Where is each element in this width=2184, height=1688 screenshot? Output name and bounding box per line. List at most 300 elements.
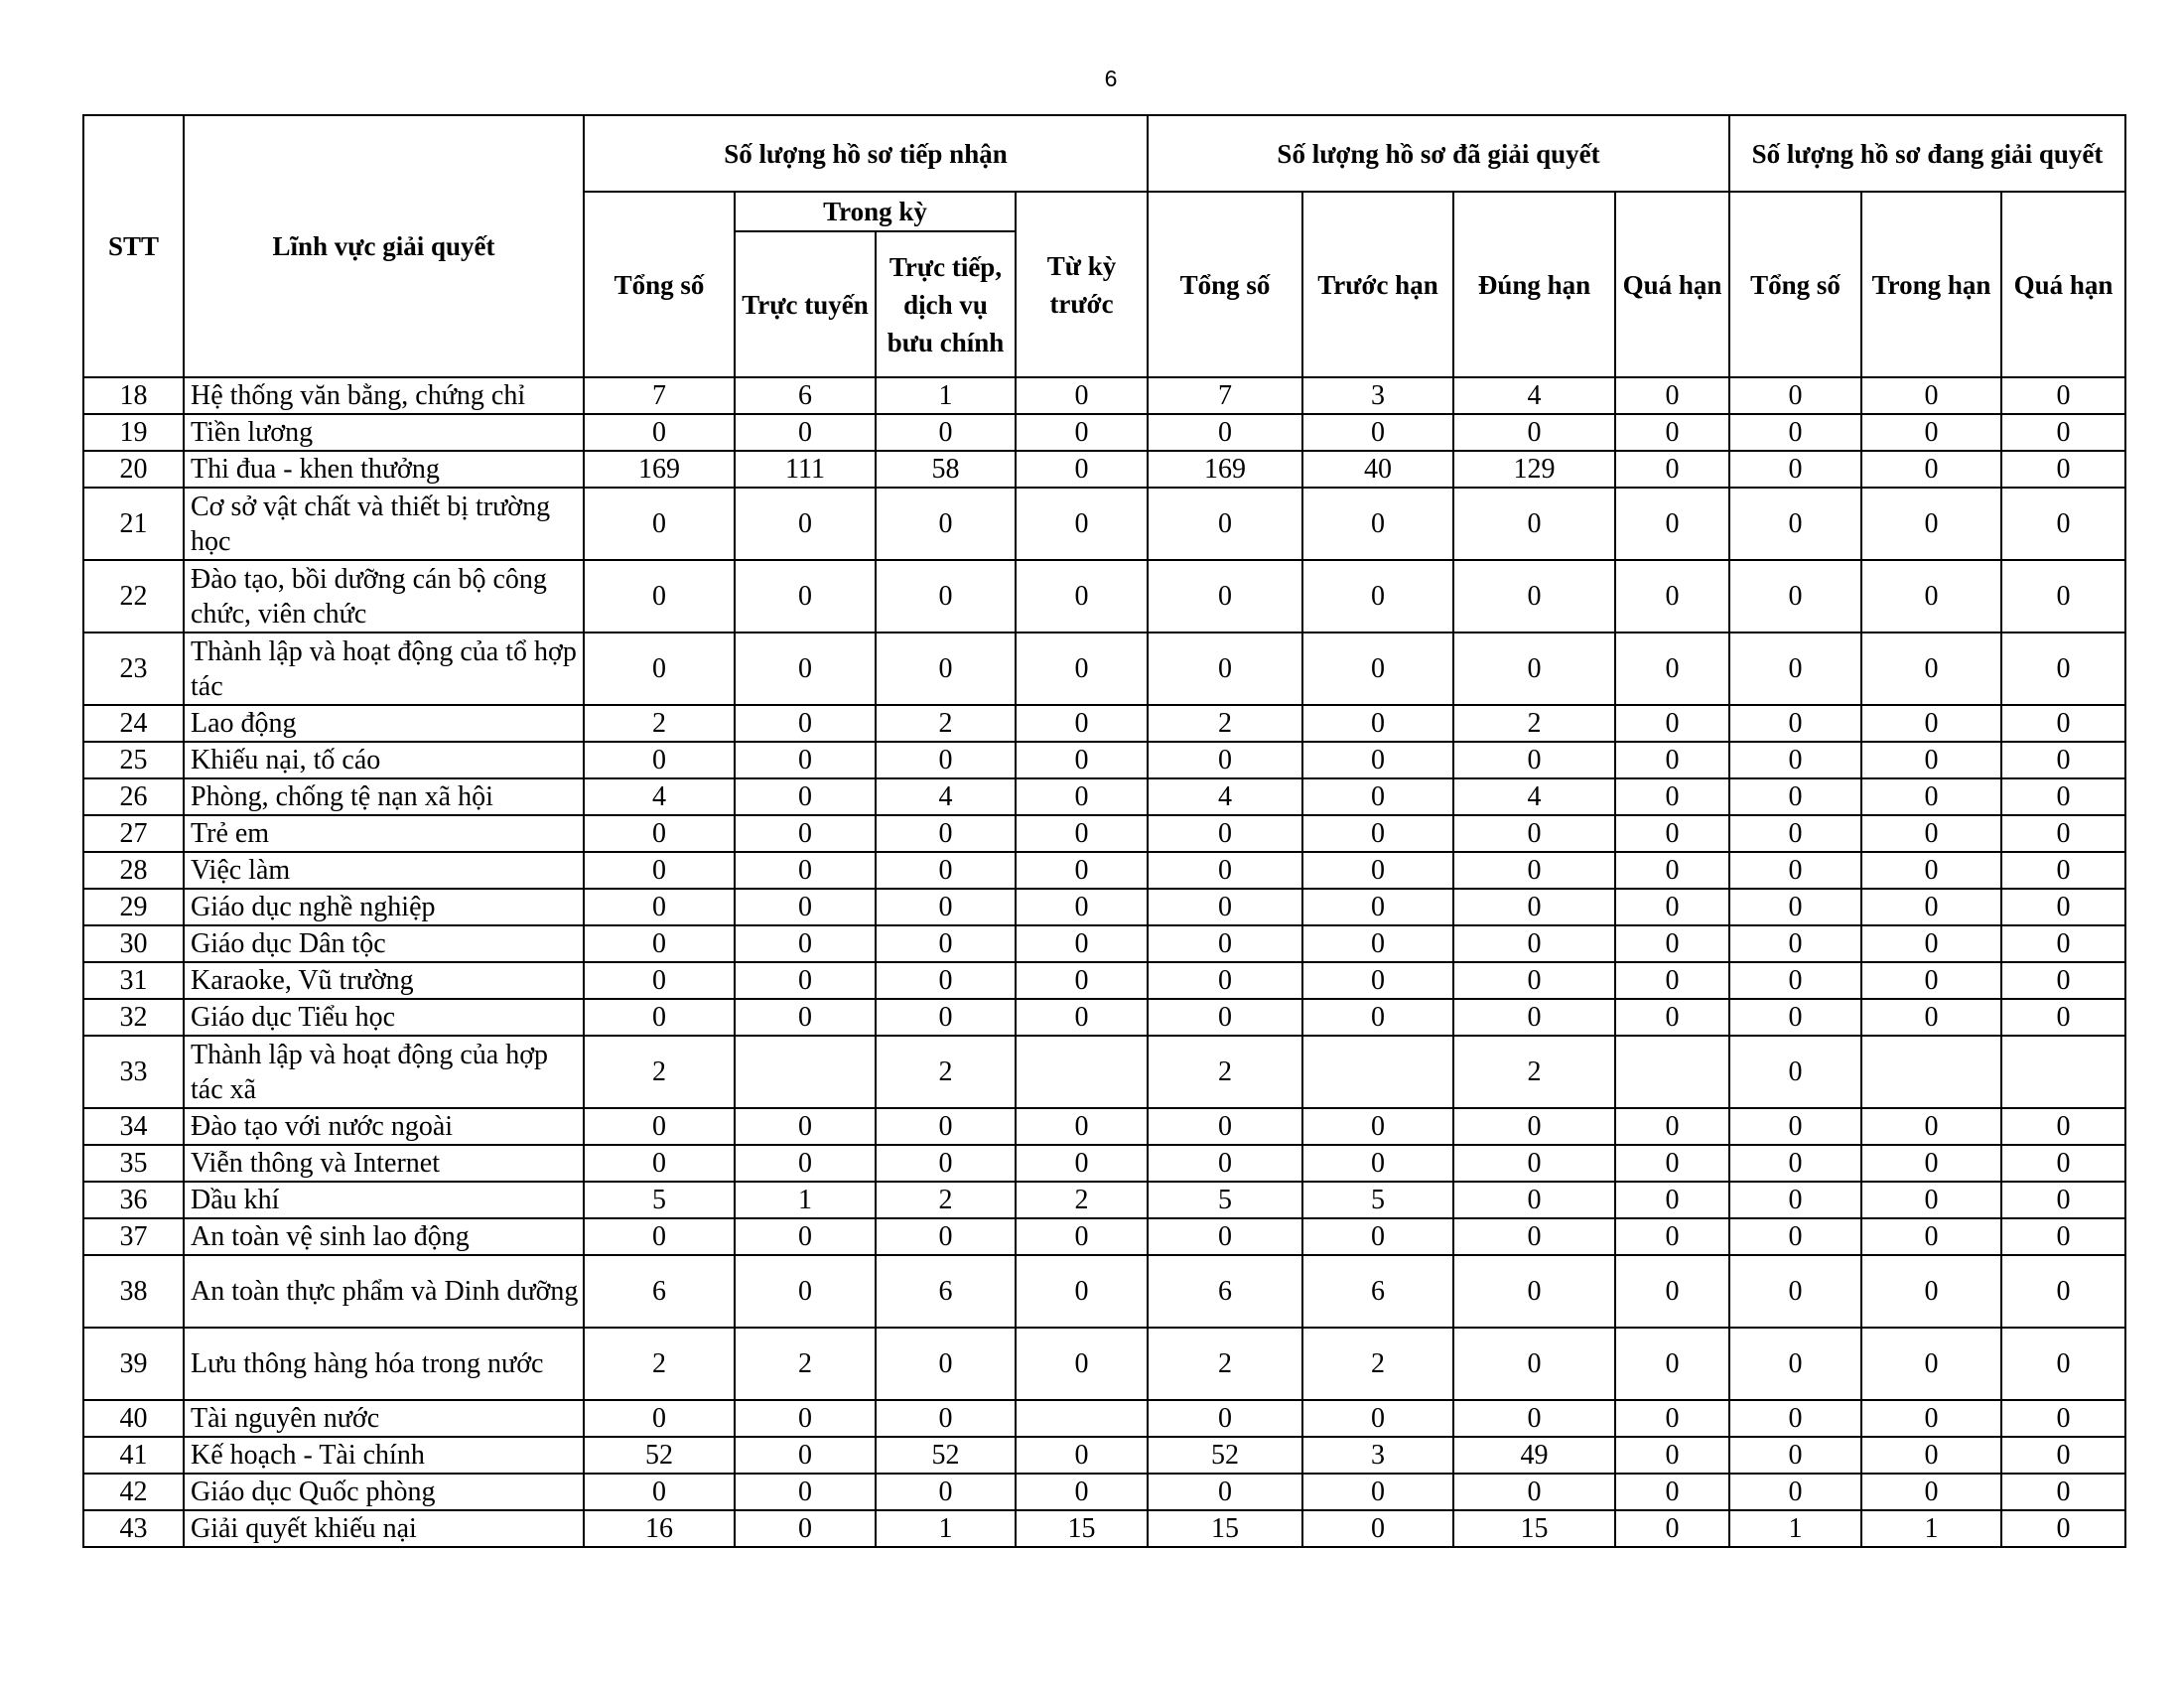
row-value: 0	[1615, 560, 1729, 633]
row-value: 0	[1016, 1474, 1148, 1510]
row-value: 0	[1861, 488, 2001, 560]
row-value: 0	[1729, 560, 1861, 633]
row-value: 2	[1148, 705, 1302, 742]
row-value: 0	[584, 1145, 735, 1182]
row-value: 0	[1861, 815, 2001, 852]
row-value: 0	[876, 1108, 1016, 1145]
row-value: 0	[735, 852, 876, 889]
header-stt: STT	[83, 115, 184, 377]
table-row	[83, 1182, 2125, 1218]
row-value: 0	[1302, 1145, 1453, 1182]
table-row	[83, 742, 2125, 778]
table-row	[83, 1218, 2125, 1255]
header-resolved-total: Tổng số	[1148, 192, 1302, 377]
row-field: Karaoke, Vũ trường	[184, 962, 584, 999]
row-value: 0	[735, 1474, 876, 1510]
row-value: 0	[1148, 815, 1302, 852]
row-value: 52	[876, 1437, 1016, 1474]
row-value: 15	[1148, 1510, 1302, 1547]
row-field: Tài nguyên nước	[184, 1400, 584, 1437]
row-value: 0	[1302, 925, 1453, 962]
row-value: 0	[1729, 377, 1861, 414]
row-value: 0	[1729, 1108, 1861, 1145]
row-value: 7	[1148, 377, 1302, 414]
row-value: 0	[584, 1400, 735, 1437]
row-value: 0	[1729, 889, 1861, 925]
row-value: 0	[584, 889, 735, 925]
row-field: Thi đua - khen thưởng	[184, 451, 584, 488]
row-value: 0	[1302, 560, 1453, 633]
row-stt: 34	[83, 1108, 184, 1145]
row-value: 0	[735, 1218, 876, 1255]
row-value: 0	[735, 1145, 876, 1182]
row-value: 2	[1302, 1328, 1453, 1400]
row-value: 0	[1302, 1474, 1453, 1510]
row-value: 1	[876, 377, 1016, 414]
row-value: 0	[876, 1474, 1016, 1510]
header-pending-overdue: Quá hạn	[2001, 192, 2125, 377]
row-value: 0	[1861, 852, 2001, 889]
row-value: 0	[1016, 815, 1148, 852]
table-row	[83, 1474, 2125, 1510]
row-value: 0	[1302, 1510, 1453, 1547]
row-value: 0	[1729, 451, 1861, 488]
table-row	[83, 1036, 2125, 1108]
row-value: 0	[1016, 1437, 1148, 1474]
row-value: 0	[1615, 451, 1729, 488]
header-pending-total: Tổng số	[1729, 192, 1861, 377]
row-value: 0	[1148, 852, 1302, 889]
row-value: 0	[1148, 1474, 1302, 1510]
row-value: 0	[1615, 1255, 1729, 1328]
row-field: Kế hoạch - Tài chính	[184, 1437, 584, 1474]
row-value: 2	[876, 705, 1016, 742]
row-value: 6	[876, 1255, 1016, 1328]
row-value: 0	[876, 488, 1016, 560]
table-row	[83, 633, 2125, 705]
row-value: 58	[876, 451, 1016, 488]
row-field: Hệ thống văn bằng, chứng chỉ	[184, 377, 584, 414]
row-value: 0	[1861, 1182, 2001, 1218]
row-value: 0	[1148, 962, 1302, 999]
row-value: 0	[1302, 705, 1453, 742]
row-field: Tiền lương	[184, 414, 584, 451]
row-value: 0	[1729, 1474, 1861, 1510]
table-row	[83, 1108, 2125, 1145]
row-value: 0	[2001, 414, 2125, 451]
row-value: 0	[1302, 815, 1453, 852]
row-value: 0	[2001, 1437, 2125, 1474]
table-header	[83, 115, 2125, 377]
row-value: 0	[1302, 488, 1453, 560]
row-value: 0	[1453, 925, 1615, 962]
row-value: 0	[1453, 1328, 1615, 1400]
row-value: 0	[1302, 633, 1453, 705]
row-value	[1016, 1036, 1148, 1108]
row-value: 6	[584, 1255, 735, 1328]
row-value: 0	[876, 1218, 1016, 1255]
row-value: 0	[1302, 852, 1453, 889]
row-value: 0	[2001, 1108, 2125, 1145]
row-stt: 26	[83, 778, 184, 815]
row-value: 0	[584, 1108, 735, 1145]
row-value: 0	[1453, 852, 1615, 889]
row-value: 0	[2001, 1328, 2125, 1400]
row-value: 0	[1615, 999, 1729, 1036]
row-value: 0	[1148, 633, 1302, 705]
row-field: Việc làm	[184, 852, 584, 889]
header-trong-ky: Trong kỳ	[735, 192, 1016, 231]
row-field: Khiếu nại, tố cáo	[184, 742, 584, 778]
row-value: 0	[584, 962, 735, 999]
row-value: 2	[584, 705, 735, 742]
row-stt: 28	[83, 852, 184, 889]
row-field: An toàn vệ sinh lao động	[184, 1218, 584, 1255]
row-value: 0	[1729, 633, 1861, 705]
row-value: 0	[1729, 999, 1861, 1036]
header-received: Số lượng hồ sơ tiếp nhận	[584, 115, 1148, 192]
row-value: 0	[1148, 1218, 1302, 1255]
row-value: 5	[584, 1182, 735, 1218]
row-value: 0	[876, 815, 1016, 852]
row-value: 6	[735, 377, 876, 414]
row-value: 0	[2001, 377, 2125, 414]
row-value: 0	[1016, 414, 1148, 451]
row-value: 0	[1861, 451, 2001, 488]
row-value: 0	[1615, 1182, 1729, 1218]
page-number: 6	[1104, 66, 1118, 91]
row-value: 0	[1453, 560, 1615, 633]
row-stt: 31	[83, 962, 184, 999]
row-value: 2	[1453, 705, 1615, 742]
row-value: 0	[735, 742, 876, 778]
row-value: 111	[735, 451, 876, 488]
row-value: 0	[2001, 1218, 2125, 1255]
row-field: Đào tạo với nước ngoài	[184, 1108, 584, 1145]
row-value: 0	[1453, 962, 1615, 999]
row-field: Phòng, chống tệ nạn xã hội	[184, 778, 584, 815]
row-value: 4	[1148, 778, 1302, 815]
row-value: 40	[1302, 451, 1453, 488]
row-value: 0	[1453, 414, 1615, 451]
row-value: 4	[1453, 377, 1615, 414]
header-on-time: Đúng hạn	[1453, 192, 1615, 377]
row-stt: 36	[83, 1182, 184, 1218]
row-field: Viễn thông và Internet	[184, 1145, 584, 1182]
row-stt: 21	[83, 488, 184, 560]
row-value: 0	[1615, 1108, 1729, 1145]
table-row	[83, 1400, 2125, 1437]
row-value: 0	[1016, 705, 1148, 742]
row-value: 0	[1016, 925, 1148, 962]
row-value: 0	[1453, 488, 1615, 560]
row-value: 0	[1861, 1328, 2001, 1400]
row-value: 129	[1453, 451, 1615, 488]
row-value: 0	[1016, 488, 1148, 560]
row-value: 0	[1615, 1328, 1729, 1400]
row-value: 0	[1861, 742, 2001, 778]
row-value: 0	[1302, 1400, 1453, 1437]
row-value: 0	[1302, 1108, 1453, 1145]
row-stt: 22	[83, 560, 184, 633]
row-value: 0	[735, 925, 876, 962]
row-stt: 42	[83, 1474, 184, 1510]
row-field: Cơ sở vật chất và thiết bị trường học	[184, 488, 584, 560]
row-value: 0	[1453, 1400, 1615, 1437]
row-value: 0	[735, 1437, 876, 1474]
row-value: 0	[1016, 1145, 1148, 1182]
row-value: 2	[876, 1182, 1016, 1218]
row-value: 0	[1615, 1474, 1729, 1510]
header-received-total: Tổng số	[584, 192, 735, 377]
row-stt: 29	[83, 889, 184, 925]
row-value: 0	[1861, 1400, 2001, 1437]
row-field: Đào tạo, bồi dưỡng cán bộ công chức, viên chức	[184, 560, 584, 633]
row-value: 0	[735, 560, 876, 633]
row-value: 0	[1729, 1437, 1861, 1474]
header-field: Lĩnh vực giải quyết	[184, 115, 584, 377]
row-stt: 25	[83, 742, 184, 778]
row-value: 0	[876, 742, 1016, 778]
row-value: 0	[2001, 1474, 2125, 1510]
row-value: 5	[1302, 1182, 1453, 1218]
table-row	[83, 560, 2125, 633]
row-value: 2	[584, 1036, 735, 1108]
row-value	[1861, 1036, 2001, 1108]
row-value: 0	[584, 1474, 735, 1510]
row-value: 0	[2001, 488, 2125, 560]
row-value: 0	[1729, 1255, 1861, 1328]
row-value: 0	[1615, 962, 1729, 999]
row-stt: 27	[83, 815, 184, 852]
row-value: 3	[1302, 377, 1453, 414]
row-value: 0	[1016, 778, 1148, 815]
row-value: 0	[1861, 778, 2001, 815]
row-value: 2	[584, 1328, 735, 1400]
row-stt: 43	[83, 1510, 184, 1547]
row-value: 0	[1302, 889, 1453, 925]
row-value: 0	[2001, 1182, 2125, 1218]
row-value: 0	[1302, 962, 1453, 999]
row-value: 0	[1302, 1218, 1453, 1255]
table-row	[83, 1437, 2125, 1474]
row-value: 0	[584, 815, 735, 852]
row-value: 0	[1016, 852, 1148, 889]
row-value: 0	[1729, 852, 1861, 889]
row-value: 0	[735, 1108, 876, 1145]
header-direct: Trực tiếp, dịch vụ bưu chính	[876, 231, 1016, 377]
row-value: 15	[1453, 1510, 1615, 1547]
row-value: 0	[1615, 705, 1729, 742]
row-value: 0	[1016, 1218, 1148, 1255]
row-value: 0	[584, 925, 735, 962]
row-stt: 32	[83, 999, 184, 1036]
table-row	[83, 705, 2125, 742]
row-stt: 40	[83, 1400, 184, 1437]
row-value: 0	[2001, 451, 2125, 488]
row-value: 0	[1729, 1218, 1861, 1255]
row-value: 0	[1453, 815, 1615, 852]
row-value: 0	[584, 560, 735, 633]
table-row	[83, 377, 2125, 414]
table-row	[83, 962, 2125, 999]
row-stt: 30	[83, 925, 184, 962]
row-value: 0	[735, 1510, 876, 1547]
table-row	[83, 999, 2125, 1036]
row-value: 6	[1148, 1255, 1302, 1328]
row-value: 0	[1861, 962, 2001, 999]
header-online: Trực tuyến	[735, 231, 876, 377]
row-value: 0	[1729, 1145, 1861, 1182]
row-value: 1	[1729, 1510, 1861, 1547]
row-value: 0	[584, 852, 735, 889]
header-pending: Số lượng hồ sơ đang giải quyết	[1729, 115, 2125, 192]
row-value: 0	[1016, 962, 1148, 999]
row-value: 0	[735, 1400, 876, 1437]
row-value: 0	[2001, 962, 2125, 999]
row-value: 0	[1861, 1218, 2001, 1255]
row-value: 0	[1016, 560, 1148, 633]
row-stt: 18	[83, 377, 184, 414]
row-value: 0	[1615, 1145, 1729, 1182]
table-row	[83, 451, 2125, 488]
row-value: 0	[1148, 488, 1302, 560]
row-value: 0	[1729, 1036, 1861, 1108]
row-field: Giải quyết khiếu nại	[184, 1510, 584, 1547]
row-value: 0	[1453, 633, 1615, 705]
row-value: 0	[1148, 1145, 1302, 1182]
row-value: 0	[1861, 560, 2001, 633]
row-value: 0	[1615, 414, 1729, 451]
row-value: 0	[1453, 1474, 1615, 1510]
row-value: 0	[1861, 889, 2001, 925]
row-value: 0	[1861, 377, 2001, 414]
row-value: 169	[584, 451, 735, 488]
row-value: 0	[1016, 1255, 1148, 1328]
row-value: 0	[1453, 889, 1615, 925]
row-stt: 39	[83, 1328, 184, 1400]
row-value: 0	[2001, 925, 2125, 962]
row-value: 0	[1729, 815, 1861, 852]
row-value	[1302, 1036, 1453, 1108]
row-value: 0	[2001, 1255, 2125, 1328]
table-row	[83, 1255, 2125, 1328]
row-value: 0	[584, 1218, 735, 1255]
row-field: Trẻ em	[184, 815, 584, 852]
table-row	[83, 1328, 2125, 1400]
row-value: 52	[1148, 1437, 1302, 1474]
row-value: 0	[1016, 633, 1148, 705]
row-value: 0	[1615, 742, 1729, 778]
row-value: 0	[876, 633, 1016, 705]
row-value: 0	[1861, 1145, 2001, 1182]
row-value: 0	[584, 488, 735, 560]
row-value: 0	[1615, 1510, 1729, 1547]
row-value: 0	[735, 778, 876, 815]
row-value: 0	[1729, 925, 1861, 962]
row-value: 0	[1148, 560, 1302, 633]
row-value: 0	[1148, 999, 1302, 1036]
row-stt: 33	[83, 1036, 184, 1108]
row-value	[735, 1036, 876, 1108]
row-stt: 24	[83, 705, 184, 742]
row-value: 0	[2001, 852, 2125, 889]
row-value: 0	[1453, 1182, 1615, 1218]
row-value: 1	[1861, 1510, 2001, 1547]
row-value: 0	[1615, 852, 1729, 889]
row-value: 0	[1615, 925, 1729, 962]
row-value: 0	[1861, 705, 2001, 742]
row-value: 0	[2001, 560, 2125, 633]
row-value: 5	[1148, 1182, 1302, 1218]
row-value: 0	[876, 925, 1016, 962]
table-row	[83, 925, 2125, 962]
table-row	[83, 488, 2125, 560]
row-value: 0	[1729, 742, 1861, 778]
row-value: 16	[584, 1510, 735, 1547]
row-value: 1	[735, 1182, 876, 1218]
row-value: 6	[1302, 1255, 1453, 1328]
row-value: 0	[735, 633, 876, 705]
row-value: 0	[735, 889, 876, 925]
row-value: 0	[876, 1145, 1016, 1182]
header-resolved: Số lượng hồ sơ đã giải quyết	[1148, 115, 1729, 192]
table-row	[83, 778, 2125, 815]
row-value: 0	[1615, 1218, 1729, 1255]
row-value: 0	[1453, 1108, 1615, 1145]
row-value: 0	[1148, 889, 1302, 925]
row-value: 0	[2001, 999, 2125, 1036]
row-value: 0	[735, 999, 876, 1036]
row-stt: 20	[83, 451, 184, 488]
row-value: 1	[876, 1510, 1016, 1547]
row-value: 0	[1615, 488, 1729, 560]
row-value: 0	[1453, 999, 1615, 1036]
row-value: 0	[2001, 1510, 2125, 1547]
row-value: 0	[1729, 1328, 1861, 1400]
row-value: 0	[1729, 1400, 1861, 1437]
row-value: 0	[2001, 815, 2125, 852]
row-value	[1016, 1400, 1148, 1437]
row-value: 0	[1016, 742, 1148, 778]
row-value: 0	[876, 560, 1016, 633]
statistics-table	[82, 114, 2126, 1548]
row-field: Lao động	[184, 705, 584, 742]
row-value: 0	[735, 962, 876, 999]
row-value: 0	[1861, 1255, 2001, 1328]
row-value: 3	[1302, 1437, 1453, 1474]
row-value: 0	[1615, 1437, 1729, 1474]
row-value: 0	[1016, 377, 1148, 414]
row-value: 0	[1861, 1108, 2001, 1145]
row-value: 2	[1453, 1036, 1615, 1108]
row-value: 0	[1861, 414, 2001, 451]
table-row	[83, 815, 2125, 852]
row-value: 2	[1148, 1036, 1302, 1108]
row-value: 0	[584, 633, 735, 705]
row-value: 4	[1453, 778, 1615, 815]
row-value: 0	[1861, 1437, 2001, 1474]
row-value: 0	[1615, 377, 1729, 414]
row-value: 0	[876, 852, 1016, 889]
table-row	[83, 889, 2125, 925]
row-value: 0	[1861, 1474, 2001, 1510]
row-value: 0	[1016, 1328, 1148, 1400]
row-value: 0	[1302, 778, 1453, 815]
row-value: 52	[584, 1437, 735, 1474]
row-value: 0	[1615, 633, 1729, 705]
row-value: 0	[1615, 1400, 1729, 1437]
